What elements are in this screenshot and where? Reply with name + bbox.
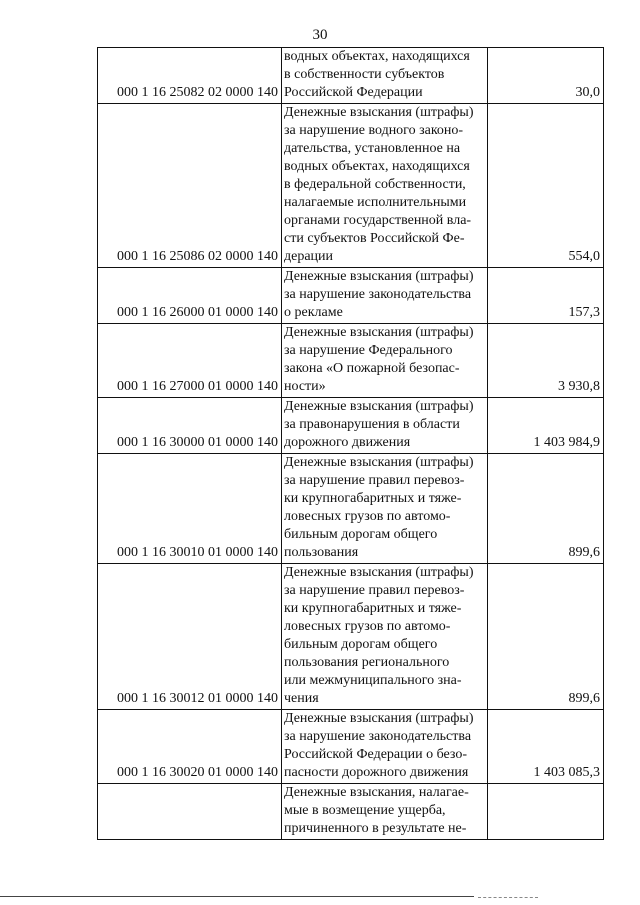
description-line: за нарушение законодательства — [284, 287, 472, 302]
description-line: чения — [284, 691, 319, 706]
description-line: ности» — [284, 379, 326, 394]
table-row — [98, 268, 604, 324]
description-line: или межмуниципального зна- — [284, 673, 462, 688]
amount: 554,0 — [488, 104, 604, 268]
table-row — [98, 104, 604, 268]
description-line: Российской Федерации о безо- — [284, 747, 468, 762]
revenue-description — [282, 710, 488, 784]
budget-classification-code: 000 1 16 25086 02 0000 140 — [98, 104, 282, 268]
description-line: Денежные взыскания (штрафы) — [284, 399, 474, 414]
description-line: мые в возмещение ущерба, — [284, 803, 446, 818]
description-line: Российской Федерации — [284, 85, 423, 100]
amount: 1 403 085,3 — [488, 710, 604, 784]
description-line: ки крупногабаритных и тяже- — [284, 601, 462, 616]
description-line: пользования регионального — [284, 655, 450, 670]
description-line: причиненного в результате не- — [284, 821, 467, 836]
amount: 157,3 — [488, 268, 604, 324]
budget-classification-code: 000 1 16 30000 01 0000 140 — [98, 398, 282, 454]
description-line: дерации — [284, 249, 334, 264]
description-line: сти субъектов Российской Фе- — [284, 231, 465, 246]
table-row — [98, 710, 604, 784]
amount: 899,6 — [488, 454, 604, 564]
revenue-description — [282, 454, 488, 564]
footer-dashed-rule — [478, 897, 538, 898]
budget-classification-code: 000 1 16 27000 01 0000 140 — [98, 324, 282, 398]
description-line: за нарушение правил перевоз- — [284, 583, 465, 598]
description-line: Денежные взыскания (штрафы) — [284, 455, 474, 470]
amount: 30,0 — [488, 48, 604, 104]
description-line: Денежные взыскания (штрафы) — [284, 105, 474, 120]
amount: 899,6 — [488, 564, 604, 710]
description-line: водных объектах, находящихся — [284, 49, 470, 64]
description-line: за нарушение законодательства — [284, 729, 472, 744]
description-line: пасности дорожного движения — [284, 765, 469, 780]
description-line: налагаемые исполнительными — [284, 195, 467, 210]
revenue-description — [282, 324, 488, 398]
description-line: бильным дорогам общего — [284, 527, 438, 542]
description-line: Денежные взыскания (штрафы) — [284, 711, 474, 726]
table-body — [98, 48, 604, 840]
budget-classification-code: 000 1 16 30010 01 0000 140 — [98, 454, 282, 564]
budget-classification-code: 000 1 16 25082 02 0000 140 — [98, 48, 282, 104]
revenue-description — [282, 268, 488, 324]
budget-classification-code — [98, 784, 282, 840]
table-row — [98, 784, 604, 840]
budget-classification-code: 000 1 16 30012 01 0000 140 — [98, 564, 282, 710]
budget-classification-code: 000 1 16 26000 01 0000 140 — [98, 268, 282, 324]
description-line: в собственности субъектов — [284, 67, 445, 82]
description-line: за нарушение Федерального — [284, 343, 453, 358]
table-row — [98, 324, 604, 398]
description-line: органами государственной вла- — [284, 213, 472, 228]
table-row — [98, 564, 604, 710]
description-line: ловесных грузов по автомо- — [284, 619, 451, 634]
table-row — [98, 454, 604, 564]
description-line: закона «О пожарной безопас- — [284, 361, 460, 376]
description-line: за правонарушения в области — [284, 417, 460, 432]
page-number: 30 — [312, 27, 328, 43]
description-line: дорожного движения — [284, 435, 411, 450]
description-line: в федеральной собственности, — [284, 177, 466, 192]
description-line: о рекламе — [284, 305, 343, 320]
amount: 3 930,8 — [488, 324, 604, 398]
footer-rule — [0, 896, 474, 897]
revenue-description — [282, 104, 488, 268]
description-line: дательства, установленное на — [284, 141, 461, 156]
amount — [488, 784, 604, 840]
revenue-description — [282, 564, 488, 710]
budget-revenue-table — [97, 47, 604, 840]
revenue-description — [282, 784, 488, 840]
description-line: Денежные взыскания (штрафы) — [284, 565, 474, 580]
table-row — [98, 398, 604, 454]
amount: 1 403 984,9 — [488, 398, 604, 454]
description-line: Денежные взыскания (штрафы) — [284, 269, 474, 284]
description-line: за нарушение водного законо- — [284, 123, 464, 138]
description-line: бильным дорогам общего — [284, 637, 438, 652]
table-row — [98, 48, 604, 104]
budget-classification-code: 000 1 16 30020 01 0000 140 — [98, 710, 282, 784]
revenue-description — [282, 48, 488, 104]
revenue-description — [282, 398, 488, 454]
description-line: пользования — [284, 545, 359, 560]
description-line: Денежные взыскания, налагае- — [284, 785, 469, 800]
description-line: водных объектах, находящихся — [284, 159, 470, 174]
description-line: ловесных грузов по автомо- — [284, 509, 451, 524]
description-line: ки крупногабаритных и тяже- — [284, 491, 462, 506]
description-line: за нарушение правил перевоз- — [284, 473, 465, 488]
description-line: Денежные взыскания (штрафы) — [284, 325, 474, 340]
